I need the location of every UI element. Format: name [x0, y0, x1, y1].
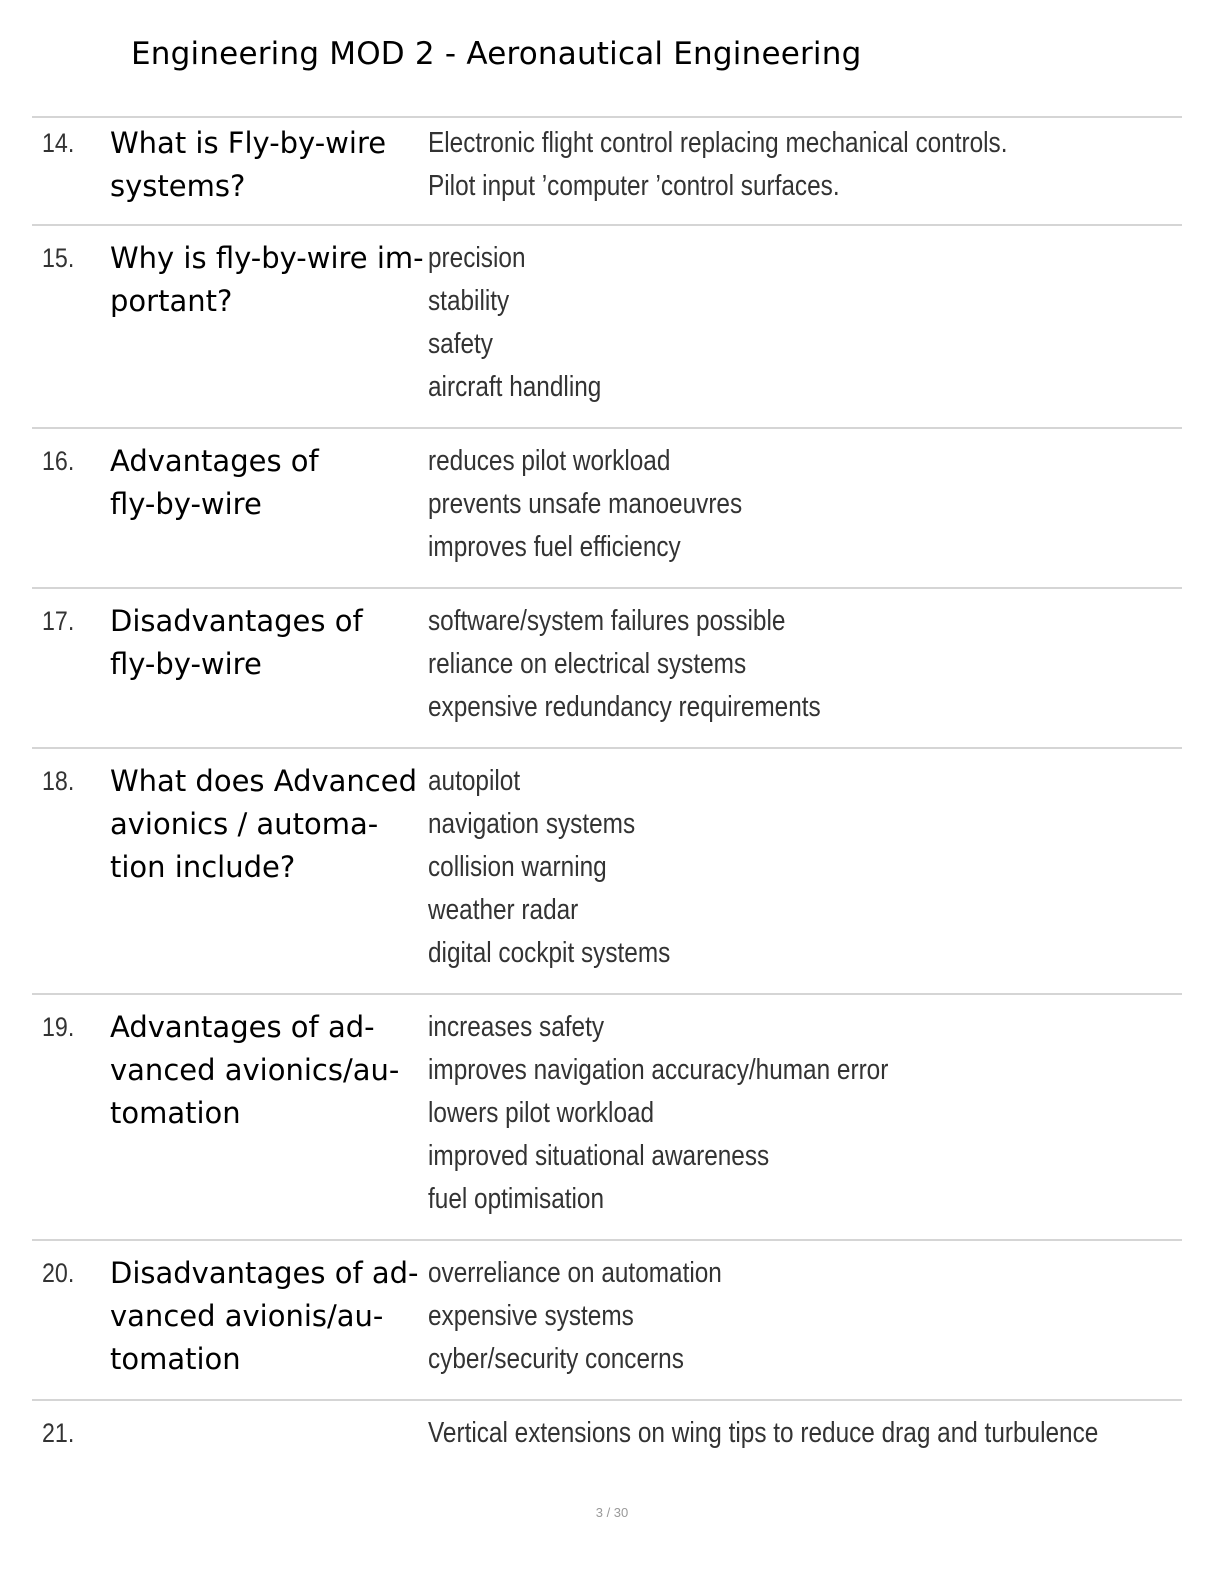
question-line: portant? — [110, 284, 233, 318]
question-line: tomation — [110, 1342, 241, 1376]
answer-line: expensive systems — [428, 1300, 634, 1332]
row-number: 20. — [42, 1258, 75, 1288]
answer-text — [428, 1252, 778, 1381]
question-line: fly-by-wire — [110, 647, 262, 681]
answer-line: prevents unsafe manoeuvres — [428, 488, 743, 520]
row-number: 19. — [42, 1012, 75, 1042]
answer-line: aircraft handling — [428, 371, 602, 403]
question-text — [110, 122, 430, 208]
answer-line: Vertical extensions on wing tips to reduce drag and turbulence — [428, 1417, 1099, 1449]
row-number: 17. — [42, 606, 75, 636]
question-line: systems? — [110, 169, 246, 203]
row-number: 14. — [42, 128, 75, 158]
flashcard-row — [32, 1399, 1182, 1469]
question-line: avionics / automa- — [110, 807, 379, 841]
answer-line: software/system failures possible — [428, 605, 786, 637]
question-text — [110, 237, 430, 323]
answer-line: Electronic flight control replacing mechanical controls. — [428, 127, 1008, 159]
answer-line: Pilot input ’computer ’control surfaces. — [428, 170, 840, 202]
question-line: Advantages of ad- — [110, 1010, 375, 1044]
answer-line: overreliance on automation — [428, 1257, 722, 1289]
question-line: Disadvantages of — [110, 604, 363, 638]
question-line: tomation — [110, 1096, 241, 1130]
answer-line: fuel optimisation — [428, 1183, 605, 1215]
flashcard-row — [32, 747, 1182, 993]
question-text — [110, 760, 430, 889]
answer-text — [428, 600, 896, 729]
answer-text — [428, 1412, 1224, 1455]
answer-line: precision — [428, 242, 526, 274]
question-line: fly-by-wire — [110, 487, 262, 521]
question-text — [110, 600, 430, 686]
question-text — [110, 440, 430, 526]
flashcard-row — [32, 587, 1182, 747]
row-number: 15. — [42, 243, 75, 273]
answer-line: safety — [428, 328, 493, 360]
answer-line: improves fuel efficiency — [428, 531, 681, 563]
question-line: tion include? — [110, 850, 296, 884]
question-line: What is Fly-by-wire — [110, 126, 387, 160]
flashcard-row — [32, 224, 1182, 427]
flashcard-row — [32, 993, 1182, 1239]
row-number: 18. — [42, 766, 75, 796]
flashcard-row — [32, 1239, 1182, 1399]
answer-line: reliance on electrical systems — [428, 648, 747, 680]
answer-text — [428, 440, 802, 569]
answer-line: expensive redundancy requirements — [428, 691, 821, 723]
question-line: vanced avionics/au- — [110, 1053, 400, 1087]
question-line: What does Advanced — [110, 764, 417, 798]
answer-text — [428, 237, 634, 409]
flashcard-row — [32, 427, 1182, 587]
row-number: 21. — [42, 1418, 75, 1448]
answer-line: collision warning — [428, 851, 607, 883]
question-text — [110, 1252, 430, 1381]
answer-line: digital cockpit systems — [428, 937, 671, 969]
answer-text — [428, 122, 1118, 208]
answer-line: stability — [428, 285, 510, 317]
question-line: Why is fly-by-wire im- — [110, 241, 424, 275]
answer-line: improves navigation accuracy/human error — [428, 1054, 889, 1086]
page-number: 3 / 30 — [595, 1505, 629, 1520]
answer-line: navigation systems — [428, 808, 636, 840]
question-line: vanced avionis/au- — [110, 1299, 384, 1333]
answer-text — [428, 1006, 976, 1221]
answer-line: autopilot — [428, 765, 521, 797]
question-line: Disadvantages of ad- — [110, 1256, 419, 1290]
answer-line: cyber/security concerns — [428, 1343, 684, 1375]
row-number: 16. — [42, 446, 75, 476]
flashcard-row — [32, 116, 1182, 224]
page-title: Engineering MOD 2 - Aeronautical Engineering — [131, 36, 862, 72]
answer-line: improved situational awareness — [428, 1140, 770, 1172]
answer-text — [428, 760, 717, 975]
question-text — [110, 1006, 430, 1135]
flashcard-list — [32, 116, 1182, 1469]
answer-line: weather radar — [428, 894, 579, 926]
question-line: Advantages of — [110, 444, 319, 478]
answer-line: lowers pilot workload — [428, 1097, 655, 1129]
answer-line: reduces pilot workload — [428, 445, 671, 477]
answer-line: increases safety — [428, 1011, 605, 1043]
